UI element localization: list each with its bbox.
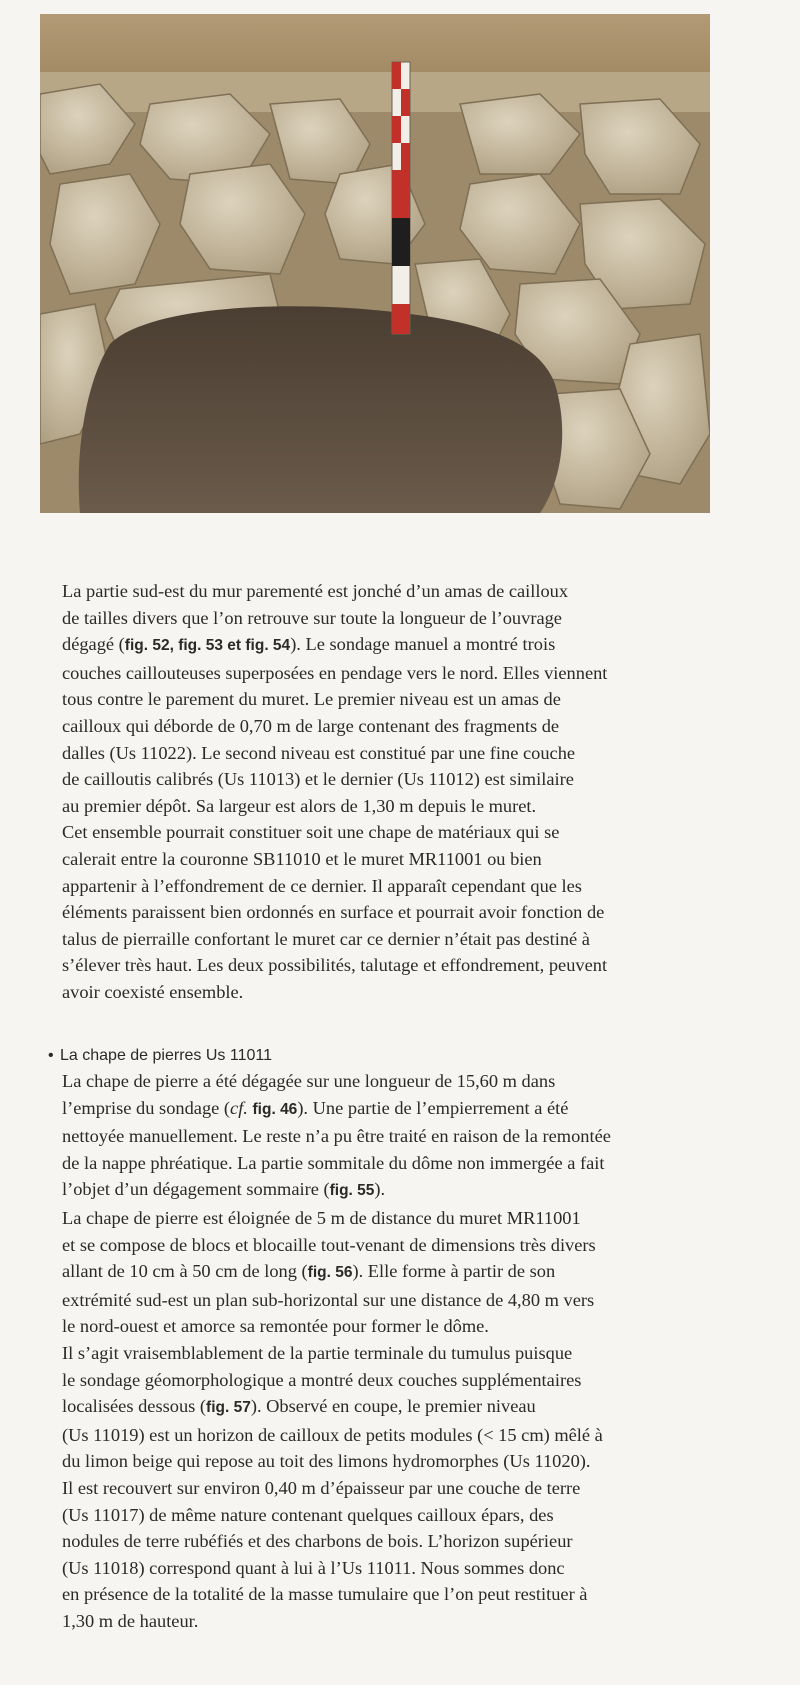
text-line (62, 873, 762, 900)
text-run: avoir coexisté ensemble. (62, 981, 244, 1002)
text-run: nodules de terre rubéfiés et des charbons de bois. L’horizon supérieur (62, 1531, 573, 1552)
text-line (62, 1232, 762, 1259)
text-run: (Us 11019) est un horizon de cailloux de petits modules (< 15 cm) mêlé à (62, 1424, 603, 1445)
text-line (62, 1608, 762, 1635)
text-run: La partie sud-est du mur parementé est jonché d’un amas de cailloux (62, 581, 569, 601)
text-run: 1,30 m de hauteur. (62, 1610, 199, 1631)
paragraph-chape (62, 1068, 762, 1634)
text-run: talus de pierraille confortant le muret car ce dernier n’était pas destiné à (62, 928, 590, 949)
text-line (62, 740, 762, 767)
text-run: localisées dessous ( (62, 1396, 207, 1417)
text-line (62, 578, 762, 605)
text-line (62, 1393, 762, 1422)
text-line (62, 713, 762, 740)
text-run: allant de 10 cm à 50 cm de long ( (62, 1261, 308, 1282)
scale-bar (392, 62, 410, 334)
text-run: (Us 11018) correspond quant à lui à l’Us 11011. Nous sommes donc (62, 1557, 565, 1578)
text-line (62, 1287, 762, 1314)
text-line (62, 766, 762, 793)
text-run: l’emprise du sondage ( (62, 1097, 231, 1118)
text-line (62, 1448, 762, 1475)
italic-text: cf. (230, 1097, 248, 1118)
text-run: La chape de pierre a été dégagée sur une longueur de 15,60 m dans (62, 1071, 556, 1091)
text-run: (Us 11017) de même nature contenant quelques cailloux épars, des (62, 1504, 554, 1525)
text-run: dalles (Us 11022). Le second niveau est constitué par une fine couche (62, 742, 576, 763)
text-run: en présence de la totalité de la masse tumulaire que l’on peut restituer à (62, 1584, 588, 1605)
text-line (62, 1367, 762, 1394)
bullet-icon: • (48, 1047, 54, 1064)
text-run: calerait entre la couronne SB11010 et le muret MR11001 ou bien (62, 848, 542, 869)
text-run: extrémité sud-est un plan sub-horizontal sur une distance de 4,80 m vers (62, 1289, 595, 1310)
text-run: La chape de pierre est éloignée de 5 m de distance du muret MR11001 (62, 1207, 581, 1228)
text-run: du limon beige qui repose au toit des limons hydromorphes (Us 11020). (62, 1451, 591, 1472)
text-run: le sondage géomorphologique a montré deux couches supplémentaires (62, 1369, 582, 1390)
figure-reference: fig. 46 (252, 1100, 298, 1118)
text-run: de la nappe phréatique. La partie sommitale du dôme non immergée a fait (62, 1152, 605, 1173)
text-run: ). Une partie de l’empierrement a été (297, 1097, 569, 1118)
text-run: l’objet d’un dégagement sommaire ( (62, 1179, 330, 1200)
text-line (62, 1123, 762, 1150)
figure-reference: fig. 56 (307, 1264, 353, 1282)
section-heading (48, 1045, 272, 1067)
excavation-photo (40, 14, 710, 513)
text-line (62, 686, 762, 713)
text-run: de cailloutis calibrés (Us 11013) et le dernier (Us 11012) est similaire (62, 769, 574, 790)
text-line (62, 1095, 762, 1124)
text-run: Il est recouvert sur environ 0,40 m d’épaisseur par une couche de terre (62, 1477, 581, 1498)
text-line (62, 1422, 762, 1449)
text-line (62, 793, 762, 820)
text-run: le nord-ouest et amorce sa remontée pour former le dôme. (62, 1316, 489, 1337)
text-line (62, 1176, 762, 1205)
text-run: Cet ensemble pourrait constituer soit une chape de matériaux qui se (62, 822, 560, 843)
text-line (62, 1313, 762, 1340)
text-line (62, 605, 762, 632)
text-line (62, 1528, 762, 1555)
text-run: ). (374, 1179, 386, 1200)
text-line (62, 1068, 762, 1095)
text-line (62, 631, 762, 660)
text-run: s’élever très haut. Les deux possibilités, talutage et effondrement, peuvent (62, 955, 608, 976)
text-run: couches caillouteuses superposées en pendage vers le nord. Elles viennent (62, 662, 608, 683)
text-run: éléments paraissent bien ordonnés en surface et pourrait avoir fonction de (62, 902, 605, 923)
text-line (62, 1340, 762, 1367)
text-run: nettoyée manuellement. Le reste n’a pu être traité en raison de la remontée (62, 1126, 611, 1147)
text-run: dégagé ( (62, 634, 125, 655)
text-run: Il s’agit vraisemblablement de la partie terminale du tumulus puisque (62, 1342, 573, 1363)
text-line (62, 1581, 762, 1608)
text-line (62, 1502, 762, 1529)
text-run: tous contre le parement du muret. Le premier niveau est un amas de (62, 689, 561, 710)
text-run: cailloux qui déborde de 0,70 m de large contenant des fragments de (62, 715, 560, 736)
text-line (62, 926, 762, 953)
text-line (62, 819, 762, 846)
text-line (62, 1205, 762, 1232)
text-run: ). Elle forme à partir de son (352, 1261, 556, 1282)
section-heading-text: La chape de pierres Us 11011 (60, 1047, 272, 1064)
paragraph-murets (62, 578, 762, 1006)
text-run: appartenir à l’effondrement de ce dernier. Il apparaît cependant que les (62, 875, 582, 896)
figure-reference: fig. 55 (329, 1182, 375, 1200)
text-run: ). Le sondage manuel a montré trois (290, 634, 556, 655)
text-line (62, 660, 762, 687)
text-run: ). Observé en coupe, le premier niveau (250, 1396, 536, 1417)
text-line (62, 1555, 762, 1582)
text-line (62, 952, 762, 979)
text-line (62, 846, 762, 873)
text-line (62, 979, 762, 1006)
text-run: de tailles divers que l’on retrouve sur toute la longueur de l’ouvrage (62, 607, 562, 628)
text-line (62, 899, 762, 926)
text-run: et se compose de blocs et blocaille tout-venant de dimensions très divers (62, 1234, 596, 1255)
figure-reference: fig. 52, fig. 53 et fig. 54 (124, 637, 291, 655)
text-line (62, 1258, 762, 1287)
text-line (62, 1150, 762, 1177)
text-run: au premier dépôt. Sa largeur est alors de 1,30 m depuis le muret. (62, 795, 537, 816)
text-line (62, 1475, 762, 1502)
figure-reference: fig. 57 (206, 1399, 251, 1417)
